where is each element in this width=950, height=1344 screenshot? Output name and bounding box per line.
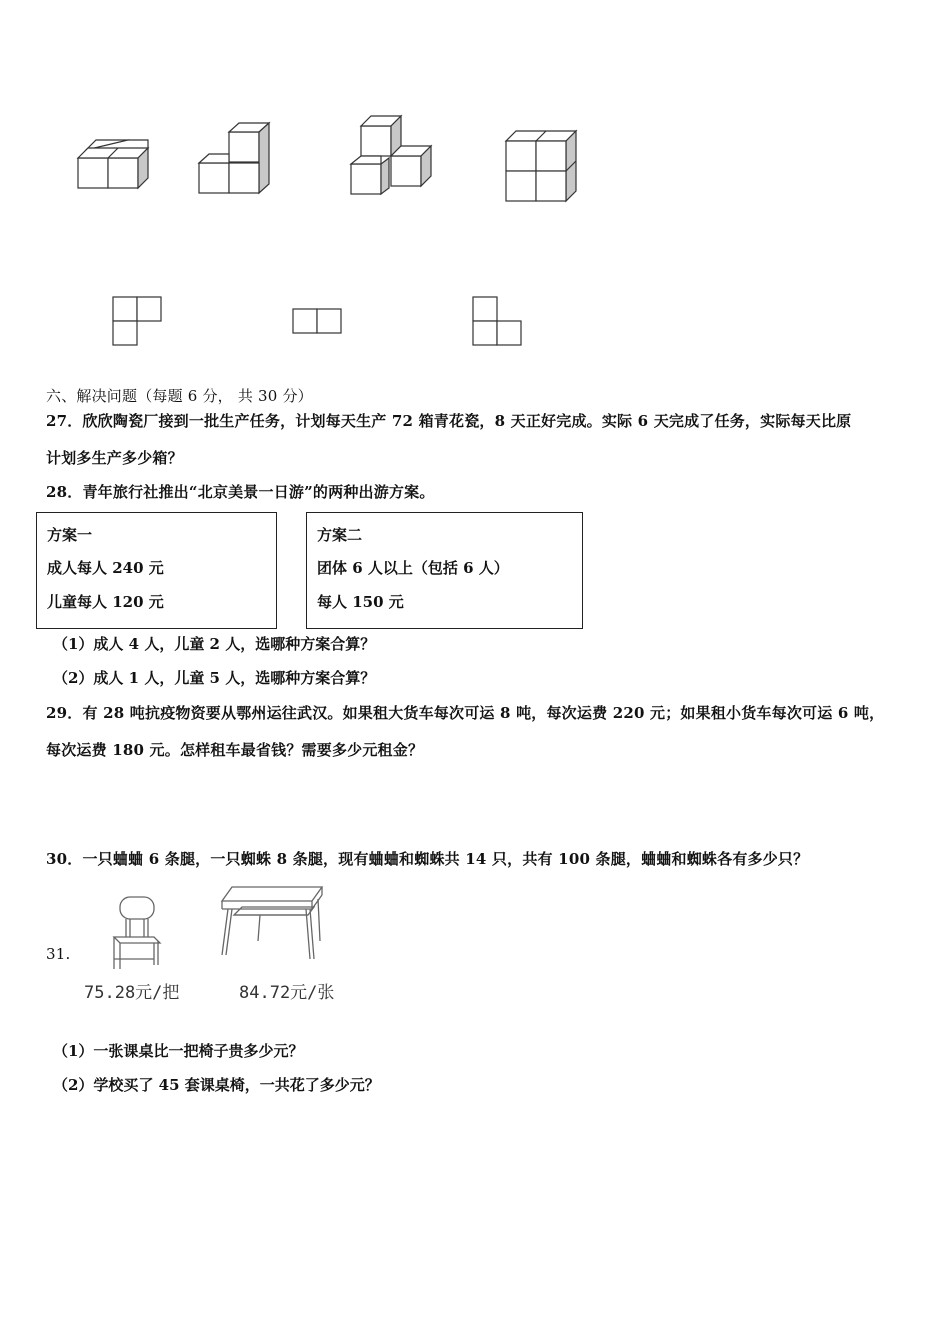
q28-sub1: （1）成人 4 人，儿童 2 人，选哪种方案合算？ (53, 635, 376, 653)
section-heading: 六、解决问题（每题 6 分， 共 30 分） (46, 387, 313, 405)
q27-line2: 计划多生产多少箱？ (46, 449, 183, 467)
plan1-box (36, 512, 277, 629)
cube-figure-2 (197, 122, 277, 197)
desk-image (220, 885, 328, 965)
cube-figure-4 (504, 129, 584, 205)
chair-price: 75.28元/把 (84, 983, 180, 1003)
cube-figure-1 (76, 138, 156, 194)
view-figure-3 (472, 296, 524, 348)
q28-intro: 28．青年旅行社推出“北京美景一日游”的两种出游方案。 (46, 483, 435, 501)
view-figure-2 (292, 308, 344, 336)
plan2-group: 团体 6 人以上（包括 6 人） (317, 559, 509, 577)
chair-image (104, 893, 164, 973)
desk-price: 84.72元/张 (239, 983, 335, 1003)
q31-sub2: （2）学校买了 45 套课桌椅，一共花了多少元？ (53, 1076, 380, 1094)
q31-number: 31. (46, 945, 71, 963)
q30-text: 30．一只蛐蛐 6 条腿，一只蜘蛛 8 条腿，现有蛐蛐和蜘蛛共 14 只，共有 100 条腿，蛐蛐和蜘蛛各有多少只？ (46, 850, 809, 868)
plan1-child: 儿童每人 120 元 (47, 593, 164, 611)
q29-line1: 29．有 28 吨抗疫物资要从鄂州运往武汉。如果租大货车每次可运 8 吨，每次运费 220 元；如果租小货车每次可运 6 吨， (46, 704, 885, 722)
plan2-box (306, 512, 583, 629)
q31-sub1: （1）一张课桌比一把椅子贵多少元？ (53, 1042, 304, 1060)
plan2-title: 方案二 (317, 526, 363, 544)
view-figure-1 (112, 296, 164, 348)
plan2-price: 每人 150 元 (317, 593, 404, 611)
q29-line2: 每次运费 180 元。怎样租车最省钱？需要多少元租金？ (46, 741, 424, 759)
q28-sub2: （2）成人 1 人，儿童 5 人，选哪种方案合算？ (53, 669, 376, 687)
q27-line1: 27．欣欣陶瓷厂接到一批生产任务，计划每天生产 72 箱青花瓷，8 天正好完成。实际 6 天完成了任务，实际每天比原 (46, 412, 852, 430)
cube-figure-3 (349, 114, 439, 199)
plan1-adult: 成人每人 240 元 (47, 559, 164, 577)
plan1-title: 方案一 (47, 526, 93, 544)
